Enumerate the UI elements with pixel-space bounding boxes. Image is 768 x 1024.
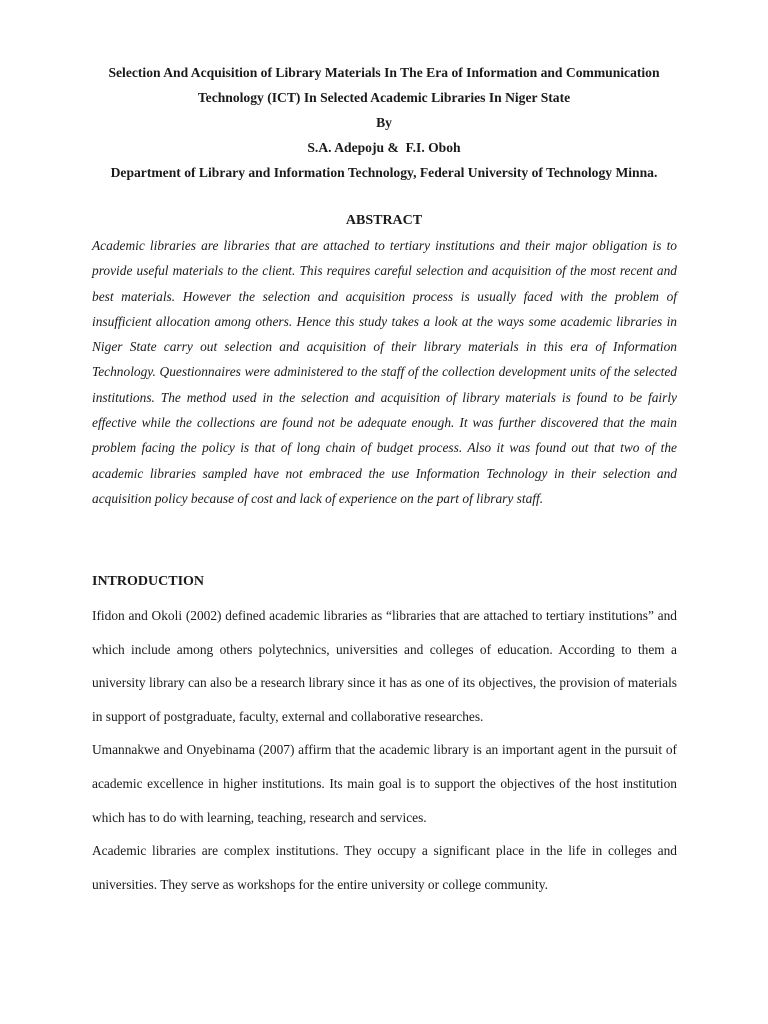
introduction-heading: INTRODUCTION — [92, 574, 205, 589]
introduction-body — [92, 599, 677, 901]
intro-paragraph-3: Academic libraries are complex institutions. They occupy a significant place in the life in colleges and universities. They serve as workshops for the entire university or college community. — [92, 843, 677, 892]
paper-title-line-2: Technology (ICT) In Selected Academic Libraries In Niger State — [197, 90, 571, 105]
abstract-text: Academic libraries are libraries that are attached to tertiary institutions and their major obligation is to provide useful materials to the client. This requires careful selection and acquisition of the most recent and best materials. However the selection and acquisition process is usually faced with the problem of insufficient allocation among others. Hence this study takes a look at the ways some academic libraries in Niger State carry out selection and acquisition of their library materials in this era of Information Technology. Questionnaires were administered to the staff of the collection development units of the selected institutions. The method used in the selection and acquisition of library materials is found to be fairly effective while the collections are found not be adequate enough. It was further discovered that the main problem facing the policy is that of long chain of budget process. Also it was found out that two of the academic libraries sampled have not embraced the use Information Technology in their selection and acquisition policy because of cost and lack of experience on the part of library staff. — [92, 238, 677, 506]
by-label: By — [376, 115, 392, 130]
intro-paragraph-1: Ifidon and Okoli (2002) defined academic libraries as “libraries that are attached to tertiary institutions” and which include among others polytechnics, universities and colleges of education. According to them a university library can also be a research library since it has as one of its objectives, the provision of materials in support of postgraduate, faculty, external and collaborative researches. — [92, 608, 677, 724]
intro-paragraph-2: Umannakwe and Onyebinama (2007) affirm that the academic library is an important agent in the pursuit of academic excellence in higher institutions. Its main goal is to support the objectives of the host institution which has to do with learning, teaching, research and services. — [92, 742, 677, 825]
title-block — [60, 60, 708, 185]
paper-title-line-1: Selection And Acquisition of Library Materials In The Era of Information and Communication — [108, 65, 660, 80]
abstract-heading: ABSTRACT — [345, 213, 423, 228]
authors: S.A. Adepoju & F.I. Oboh — [307, 140, 461, 155]
affiliation: Department of Library and Information Technology, Federal University of Technology Minna. — [110, 165, 658, 180]
